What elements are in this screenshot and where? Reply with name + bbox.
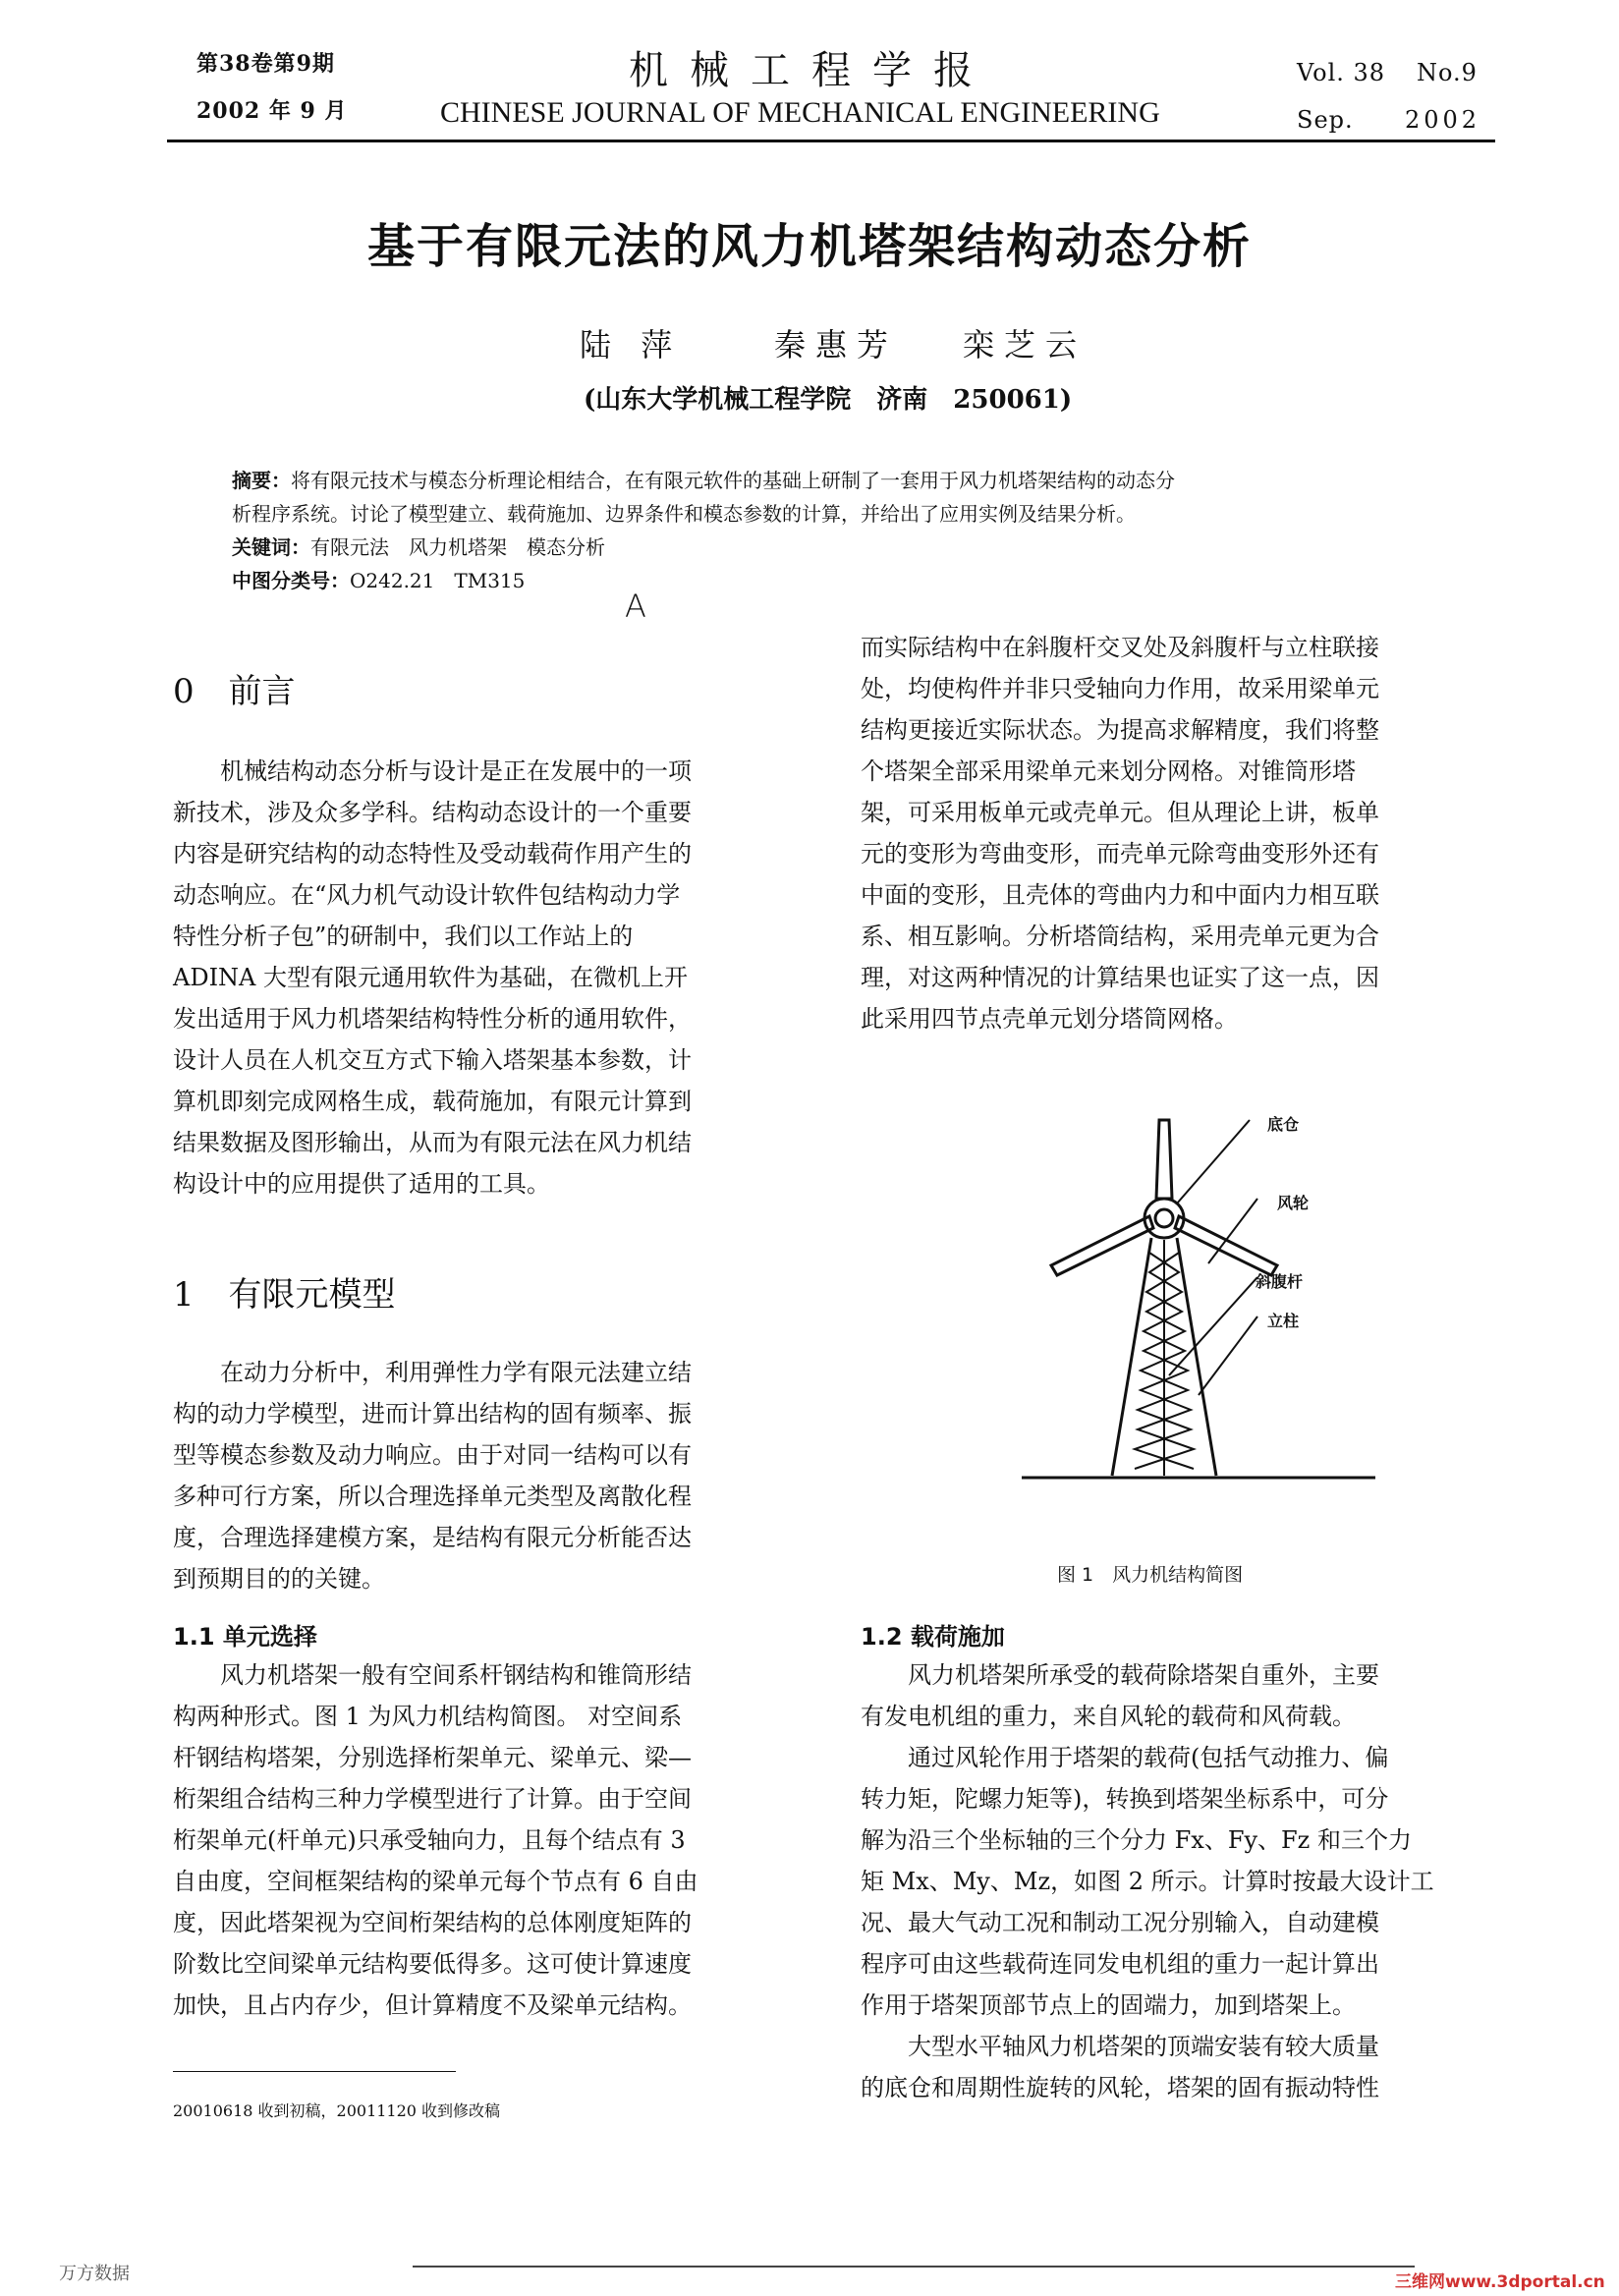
- section-0-title: 前言: [228, 672, 296, 711]
- tower-column-left: [1112, 1238, 1151, 1476]
- author-3: 栾芝云: [963, 326, 1088, 364]
- section-1-1-heading: 1.1 单元选择: [173, 1623, 317, 1651]
- text-line: 机械结构动态分析与设计是正在发展中的一项: [173, 757, 692, 785]
- text-line: 构两种形式。图 1 为风力机结构简图。 对空间系: [173, 1703, 683, 1730]
- text-line: 杆钢结构塔架，分别选择桁架单元、梁单元、梁—: [173, 1744, 692, 1771]
- text-line: 算机即刻完成网格生成，载荷施加，有限元计算到: [173, 1088, 692, 1115]
- text-line: 中面的变形，且壳体的弯曲内力和中面内力相互联: [861, 881, 1379, 909]
- text-line: 程序可由这些载荷连同发电机组的重力一起计算出: [861, 1950, 1379, 1978]
- abstract: [232, 464, 1450, 597]
- journal-title-cn: 机械工程学报: [629, 48, 994, 93]
- header-vol-en: Vol. 38: [1297, 59, 1386, 86]
- text-line: 内容是研究结构的动态特性及受动载荷作用产生的: [173, 840, 692, 868]
- classification-value: O242.21 TM315: [350, 569, 526, 592]
- header-month-en: Sep.: [1297, 106, 1354, 134]
- leader-rotor: [1208, 1199, 1257, 1263]
- text-line: 特性分析子包”的研制中，我们以工作站上的: [173, 923, 634, 950]
- site-watermark: 三维网www.3dportal.cn: [1395, 2272, 1605, 2292]
- nacelle: [1155, 1209, 1173, 1227]
- header-rule: [167, 140, 1495, 142]
- text-line: 多种可行方案，所以合理选择单元类型及离散化程: [173, 1483, 692, 1510]
- abstract-line-2: 析程序系统。讨论了模型建立、载荷施加、边界条件和模态参数的计算，并给出了应用实例及结果分析。: [232, 502, 1136, 526]
- affiliation: (山东大学机械工程学院 济南 250061): [584, 385, 1073, 415]
- leader-nacelle: [1177, 1120, 1250, 1204]
- section-0-heading: [173, 664, 295, 712]
- text-line: 理，对这两种情况的计算结果也证实了这一点，因: [861, 964, 1379, 991]
- header-year-en: 2002: [1405, 106, 1481, 134]
- text-line: 矩 Mx、My、Mz，如图 2 所示。计算时按最大设计工: [861, 1868, 1434, 1895]
- text-line: 在动力分析中，利用弹性力学有限元法建立结: [173, 1359, 692, 1386]
- text-line: 加快，且占内存少，但计算精度不及梁单元结构。: [173, 1991, 692, 2019]
- text-line: 个塔架全部采用梁单元来划分网格。对锥筒形塔: [861, 757, 1356, 785]
- figure-label-column: 立柱: [1267, 1312, 1300, 1330]
- text-line: 型等模态参数及动力响应。由于对同一结构可以有: [173, 1441, 692, 1469]
- figure-label-nacelle: 底仓: [1267, 1115, 1300, 1134]
- text-line: 桁架组合结构三种力学模型进行了计算。由于空间: [173, 1785, 692, 1813]
- footnote-rule: [173, 2071, 456, 2072]
- text-line: 元的变形为弯曲变形，而壳单元除弯曲变形外还有: [861, 840, 1379, 868]
- journal-title-en: CHINESE JOURNAL OF MECHANICAL ENGINEERING: [440, 96, 1160, 129]
- text-line: 此采用四节点壳单元划分塔筒网格。: [861, 1005, 1238, 1033]
- text-line: 有发电机组的重力，来自风轮的载荷和风荷载。: [861, 1703, 1356, 1730]
- text-line: 发出适用于风力机塔架结构特性分析的通用软件，: [173, 1005, 692, 1033]
- text-line: 风力机塔架所承受的载荷除塔架自重外，主要: [861, 1661, 1379, 1689]
- figure-1-caption: 图 1 风力机结构简图: [1057, 1564, 1244, 1586]
- text-line: 结果数据及图形输出，从而为有限元法在风力机结: [173, 1129, 692, 1156]
- text-line: 自由度，空间框架结构的梁单元每个节点有 6 自由: [173, 1868, 698, 1895]
- footnote: 20010618 收到初稿，20011120 收到修改稿: [173, 2101, 501, 2120]
- right-column-top-body: [861, 627, 1489, 1039]
- keywords-label: 关键词：: [232, 535, 310, 559]
- text-line: 的底仓和周期性旋转的风轮，塔架的固有振动特性: [861, 2074, 1379, 2101]
- section-0-number: 0: [173, 672, 195, 711]
- text-line: 通过风轮作用于塔架的载荷(包括气动推力、偏: [861, 1744, 1389, 1771]
- text-line: ADINA 大型有限元通用软件为基础，在微机上开: [173, 964, 689, 991]
- abstract-label: 摘要：: [232, 469, 291, 492]
- rotor-blade-right: [1175, 1216, 1277, 1275]
- rotor-blade-top: [1156, 1120, 1172, 1199]
- text-line: 桁架单元(杆单元)只承受轴向力，且每个结点有 3: [173, 1826, 686, 1854]
- header-no-en: No.9: [1417, 59, 1478, 86]
- section-1-number: 1: [173, 1275, 195, 1315]
- section-1-body: [173, 1352, 802, 1599]
- text-line: 新技术，涉及众多学科。结构动态设计的一个重要: [173, 799, 692, 826]
- leader-column: [1199, 1316, 1257, 1395]
- text-line: 设计人员在人机交互方式下输入塔架基本参数，计: [173, 1046, 692, 1074]
- section-1-title: 有限元模型: [228, 1275, 396, 1315]
- bottom-scan-line: [413, 2266, 1415, 2268]
- text-line: 而实际结构中在斜腹杆交叉处及斜腹杆与立柱联接: [861, 634, 1379, 661]
- text-line: 风力机塔架一般有空间系杆钢结构和锥筒形结: [173, 1661, 692, 1689]
- header-date-cn: 2002 年 9 月: [196, 98, 348, 124]
- author-2: 秦惠芳: [774, 326, 899, 364]
- abstract-line-1: 将有限元技术与模态分析理论相结合，在有限元软件的基础上研制了一套用于风力机塔架结构的动态分: [291, 469, 1175, 492]
- section-1-2-body: [861, 1654, 1489, 2108]
- paper-title: 基于有限元法的风力机塔架结构动态分析: [366, 219, 1252, 274]
- section-1-1-body: [173, 1654, 802, 2026]
- text-line: 结构更接近实际状态。为提高求解精度，我们将整: [861, 716, 1379, 744]
- text-line: 构的动力学模型，进而计算出结构的固有频率、振: [173, 1400, 692, 1428]
- text-line: 度，合理选择建模方案，是结构有限元分析能否达: [173, 1524, 692, 1551]
- figure-1-wind-turbine-diagram: [1022, 1081, 1375, 1542]
- text-line: 转力矩，陀螺力矩等)，转换到塔架坐标系中，可分: [861, 1785, 1389, 1813]
- handwritten-mark: A: [625, 588, 646, 625]
- text-line: 处，均使构件并非只受轴向力作用，故采用梁单元: [861, 675, 1379, 702]
- text-line: 架，可采用板单元或壳单元。但从理论上讲，板单: [861, 799, 1379, 826]
- section-1-2-heading: 1.2 载荷施加: [861, 1623, 1005, 1651]
- watermark-wanfang: 万方数据: [59, 2264, 130, 2284]
- author-1: 陆 萍: [580, 326, 683, 364]
- text-line: 到预期目的的关键。: [173, 1565, 385, 1593]
- text-line: 阶数比空间梁单元结构要低得多。这可使计算速度: [173, 1950, 692, 1978]
- figure-label-brace: 斜腹杆: [1256, 1272, 1304, 1291]
- keywords: 有限元法 风力机塔架 模态分析: [310, 535, 605, 559]
- text-line: 系、相互影响。分析塔筒结构，采用壳单元更为合: [861, 923, 1379, 950]
- text-line: 大型水平轴风力机塔架的顶端安装有较大质量: [861, 2033, 1379, 2060]
- section-0-body: [173, 751, 802, 1204]
- figure-label-rotor: 风轮: [1277, 1194, 1310, 1212]
- rotor-blade-left: [1051, 1216, 1153, 1275]
- text-line: 构设计中的应用提供了适用的工具。: [173, 1170, 550, 1198]
- header-vol-issue-cn: 第38卷第9期: [196, 51, 335, 77]
- classification-label: 中图分类号：: [232, 569, 350, 592]
- tower-column-right: [1177, 1238, 1216, 1476]
- text-line: 度，因此塔架视为空间桁架结构的总体刚度矩阵的: [173, 1909, 692, 1936]
- text-line: 况、最大气动工况和制动工况分别输入，自动建模: [861, 1909, 1379, 1936]
- text-line: 作用于塔架顶部节点上的固端力，加到塔架上。: [861, 1991, 1356, 2019]
- text-line: 解为沿三个坐标轴的三个分力 Fx、Fy、Fz 和三个力: [861, 1826, 1412, 1854]
- text-line: 动态响应。在“风力机气动设计软件包结构动力学: [173, 881, 681, 909]
- section-1-heading: [173, 1267, 395, 1316]
